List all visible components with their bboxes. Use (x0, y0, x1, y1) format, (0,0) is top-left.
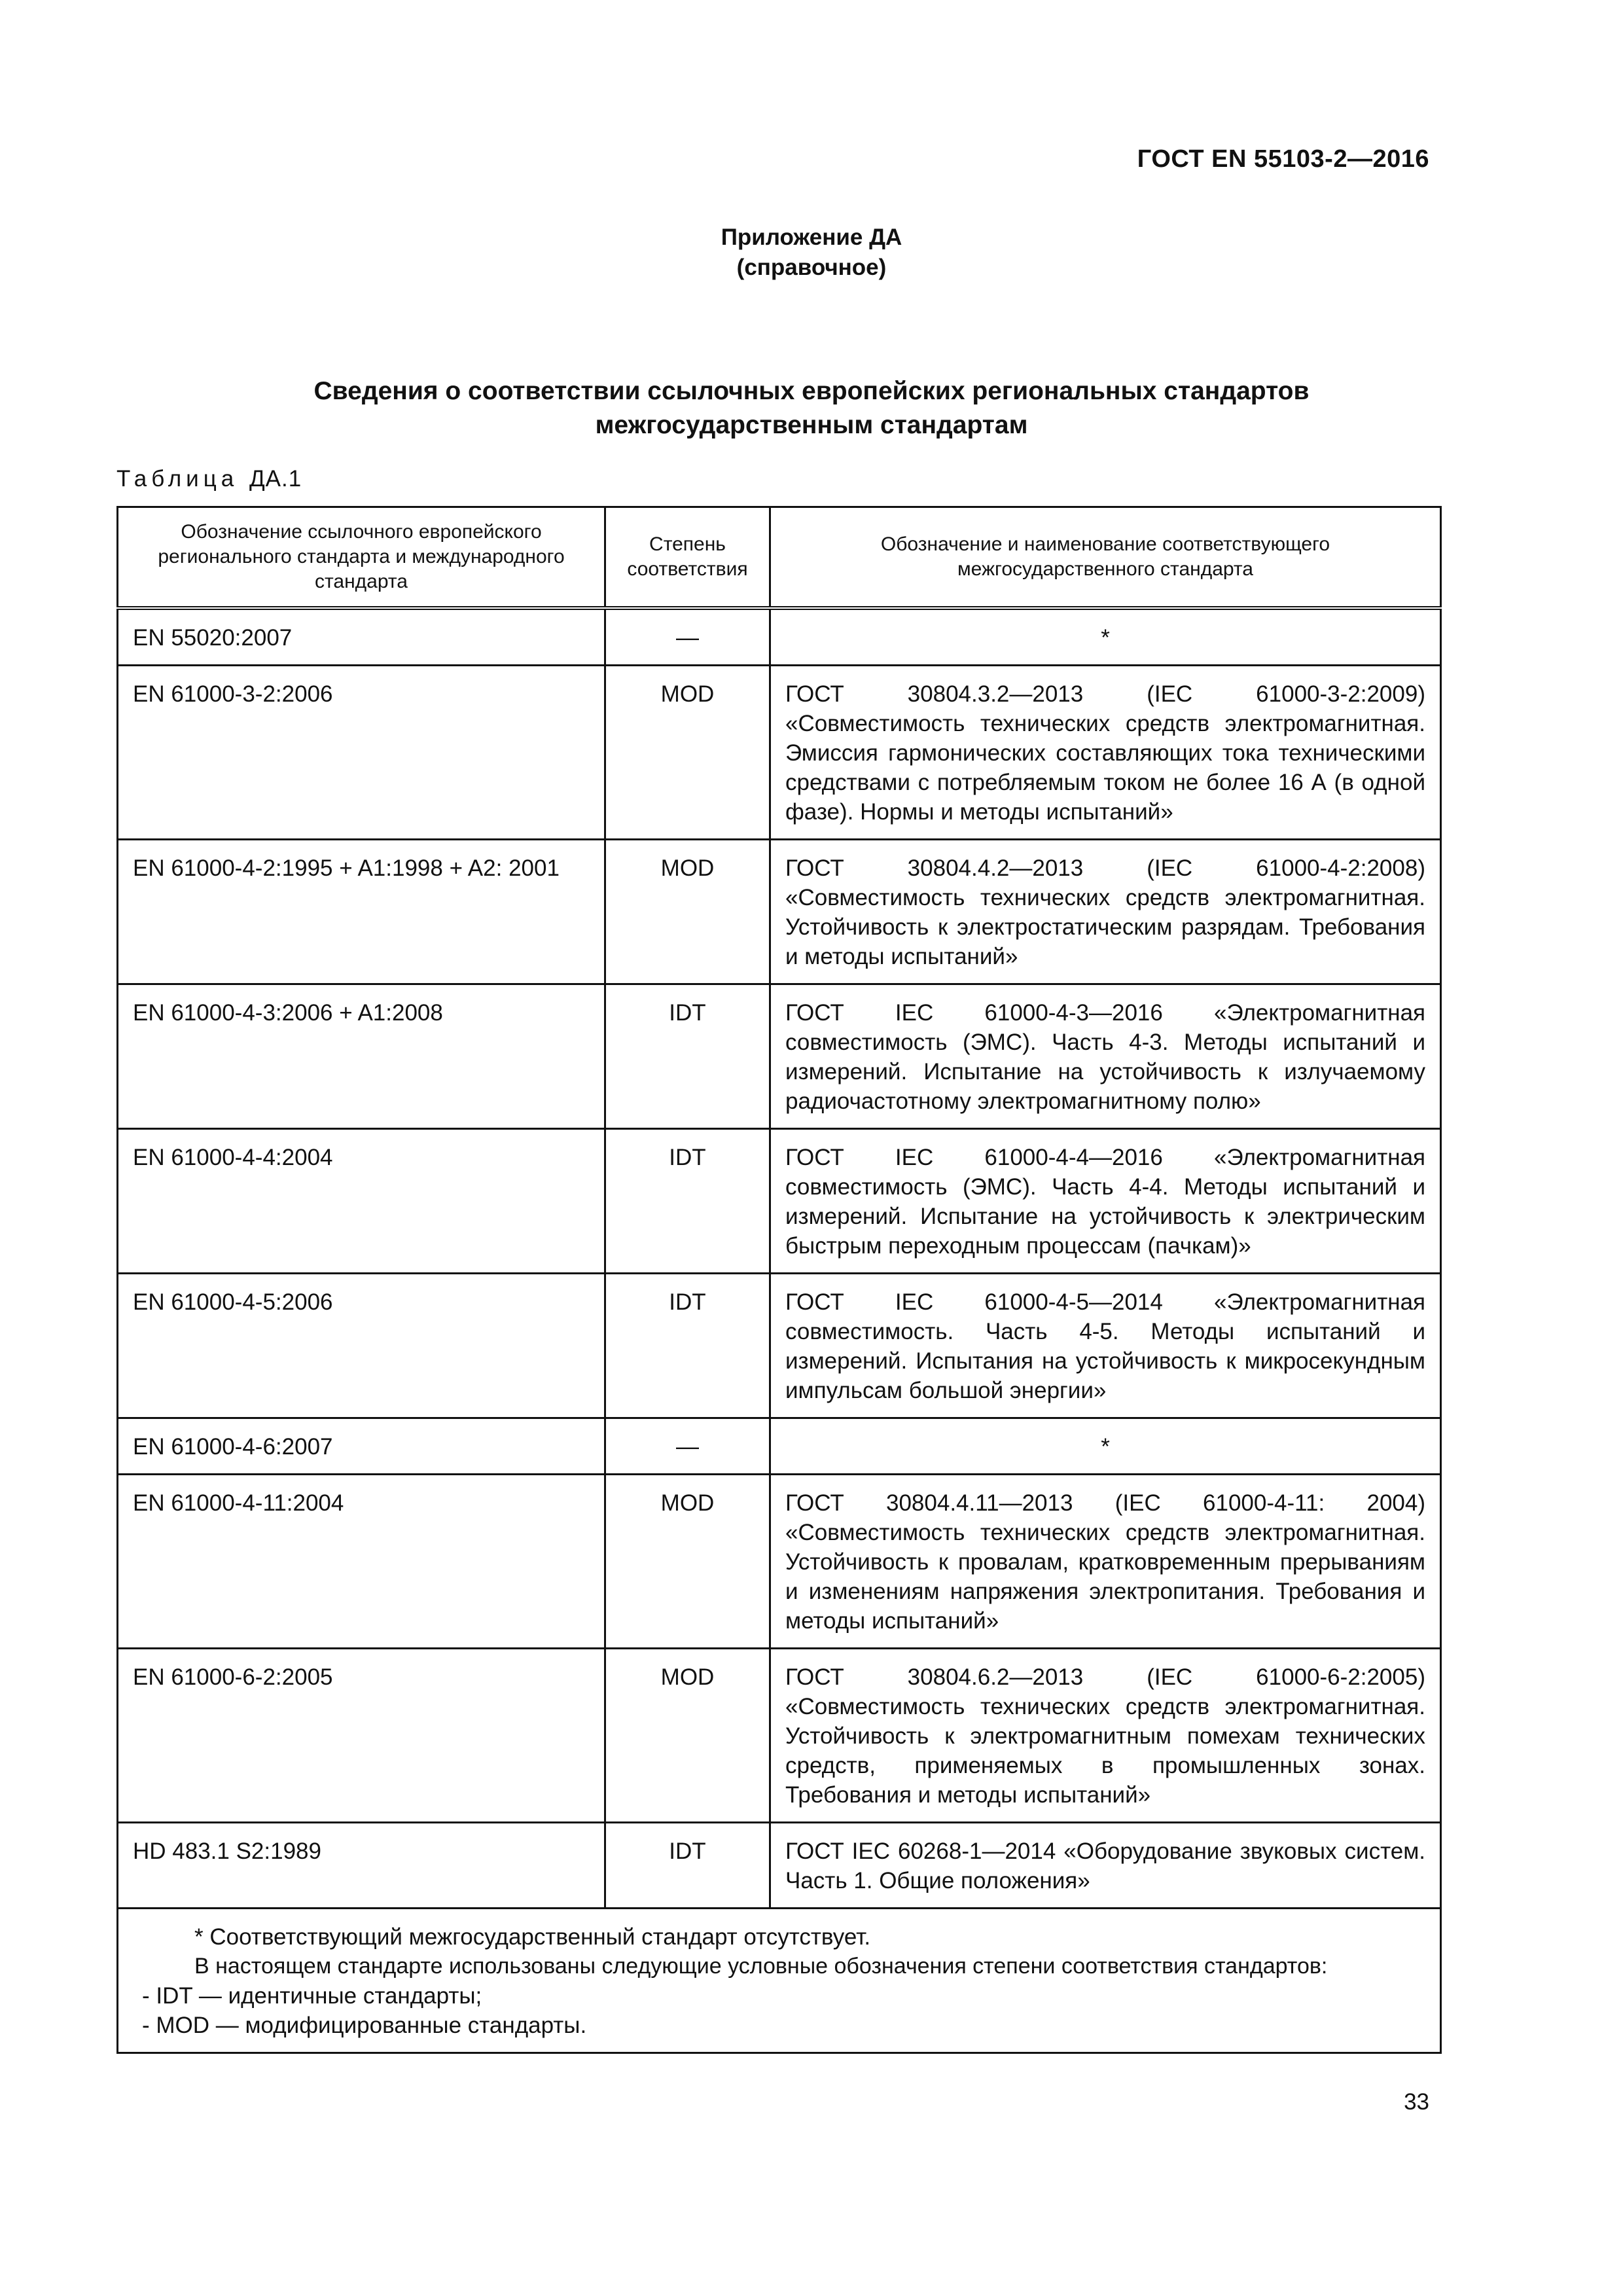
cell-degree: IDT (605, 1274, 770, 1418)
table-row (118, 840, 1441, 984)
cell-gost: * (770, 608, 1441, 666)
table-caption (116, 466, 302, 492)
cell-degree: MOD (605, 666, 770, 840)
table-row (118, 984, 1441, 1129)
table-row (118, 1475, 1441, 1649)
section-title-line-2: межгосударственным стандартам (595, 411, 1028, 439)
cell-gost: ГОСТ 30804.6.2—2013 (IEC 61000-6-2:2005) «Совместимость технических средств электромагнитная. Устойчивость к электромагнитным помехам технических средств, применяемых в промышленных зонах. Требования и методы испытаний» (770, 1649, 1441, 1823)
table-caption-number: ДА.1 (249, 466, 302, 492)
cell-reference: EN 61000-4-3:2006 + A1:2008 (118, 984, 605, 1129)
cell-reference: EN 61000-4-4:2004 (118, 1129, 605, 1274)
cell-degree: IDT (605, 1129, 770, 1274)
cell-reference: EN 61000-6-2:2005 (118, 1649, 605, 1823)
table-row (118, 1129, 1441, 1274)
cell-gost: ГОСТ IEC 61000-4-3—2016 «Электромагнитная совместимость (ЭМС). Часть 4-3. Методы испытаний и измерений. Испытание на устойчивость к излучаемому радиочастотному электромагнитному полю» (770, 984, 1441, 1129)
cell-gost: ГОСТ 30804.3.2—2013 (IEC 61000-3-2:2009) «Совместимость технических средств электромагнитная. Эмиссия гармонических составляющих тока техническими средствами с потребляемым током не более 16 А (в одной фазе). Нормы и методы испытаний» (770, 666, 1441, 840)
annex-kind: (справочное) (736, 255, 887, 280)
annex-heading (0, 223, 1623, 283)
table-note-row (118, 1909, 1441, 2053)
section-title-line-1: Сведения о соответствии ссылочных европейских региональных стандартов (313, 377, 1310, 405)
header-interstate-standard: Обозначение и наименование соответствующего межгосударственного стандарта (770, 507, 1441, 609)
note-idt: - IDT — идентичные стандарты; (142, 1983, 482, 2009)
cell-degree: — (605, 1418, 770, 1475)
cell-reference: EN 61000-4-5:2006 (118, 1274, 605, 1418)
document-code: ГОСТ EN 55103-2—2016 (1137, 145, 1429, 173)
table-header-row (118, 507, 1441, 609)
table-row (118, 1823, 1441, 1909)
note-mod: - MOD — модифицированные стандарты. (142, 2013, 587, 2038)
cell-reference: EN 61000-4-6:2007 (118, 1418, 605, 1475)
cell-degree: MOD (605, 840, 770, 984)
cell-gost: ГОСТ 30804.4.11—2013 (IEC 61000-4-11: 2004) «Совместимость технических средств электромагнитная. Устойчивость к провалам, кратковременным прерываниям и изменениям напряжения электропитания. Требования и методы испытаний» (770, 1475, 1441, 1649)
cell-degree: MOD (605, 1475, 770, 1649)
cell-reference: EN 61000-3-2:2006 (118, 666, 605, 840)
cell-gost: ГОСТ 30804.4.2—2013 (IEC 61000-4-2:2008) «Совместимость технических средств электромагнитная. Устойчивость к электростатическим разрядам. Требования и методы испытаний» (770, 840, 1441, 984)
cell-degree: IDT (605, 984, 770, 1129)
cell-degree: IDT (605, 1823, 770, 1909)
correspondence-table (116, 506, 1442, 2054)
section-title (196, 374, 1427, 442)
cell-gost: ГОСТ IEC 61000-4-4—2016 «Электромагнитная совместимость (ЭМС). Часть 4-4. Методы испытаний и измерений. Испытание на устойчивость к электрическим быстрым переходным процессам (пачкам)» (770, 1129, 1441, 1274)
header-reference-standard: Обозначение ссылочного европейского регионального стандарта и международного стандарта (118, 507, 605, 609)
annex-title: Приложение ДА (721, 224, 902, 250)
header-degree: Степень соответствия (605, 507, 770, 609)
note-legend-intro: В настоящем стандарте использованы следующие условные обозначения степени соответствия стандартов: (194, 1954, 1328, 1979)
cell-gost: ГОСТ IEC 61000-4-5—2014 «Электромагнитная совместимость. Часть 4-5. Методы испытаний и измерений. Испытания на устойчивость к микросекундным импульсам большой энергии» (770, 1274, 1441, 1418)
table-row (118, 666, 1441, 840)
table-row (118, 1274, 1441, 1418)
cell-gost: * (770, 1418, 1441, 1475)
note-absent-standard: * Соответствующий межгосударственный стандарт отсутствует. (194, 1924, 871, 1950)
cell-gost: ГОСТ IEC 60268-1—2014 «Оборудование звуковых систем. Часть 1. Общие положения» (770, 1823, 1441, 1909)
cell-reference: HD 483.1 S2:1989 (118, 1823, 605, 1909)
table-row (118, 1418, 1441, 1475)
table-row (118, 608, 1441, 666)
table-note (118, 1909, 1441, 2053)
table-row (118, 1649, 1441, 1823)
cell-degree: MOD (605, 1649, 770, 1823)
table-caption-word: Таблица (116, 466, 239, 492)
cell-reference: EN 61000-4-11:2004 (118, 1475, 605, 1649)
cell-reference: EN 61000-4-2:1995 + A1:1998 + A2: 2001 (118, 840, 605, 984)
page-number: 33 (1404, 2089, 1429, 2115)
cell-degree: — (605, 608, 770, 666)
cell-reference: EN 55020:2007 (118, 608, 605, 666)
